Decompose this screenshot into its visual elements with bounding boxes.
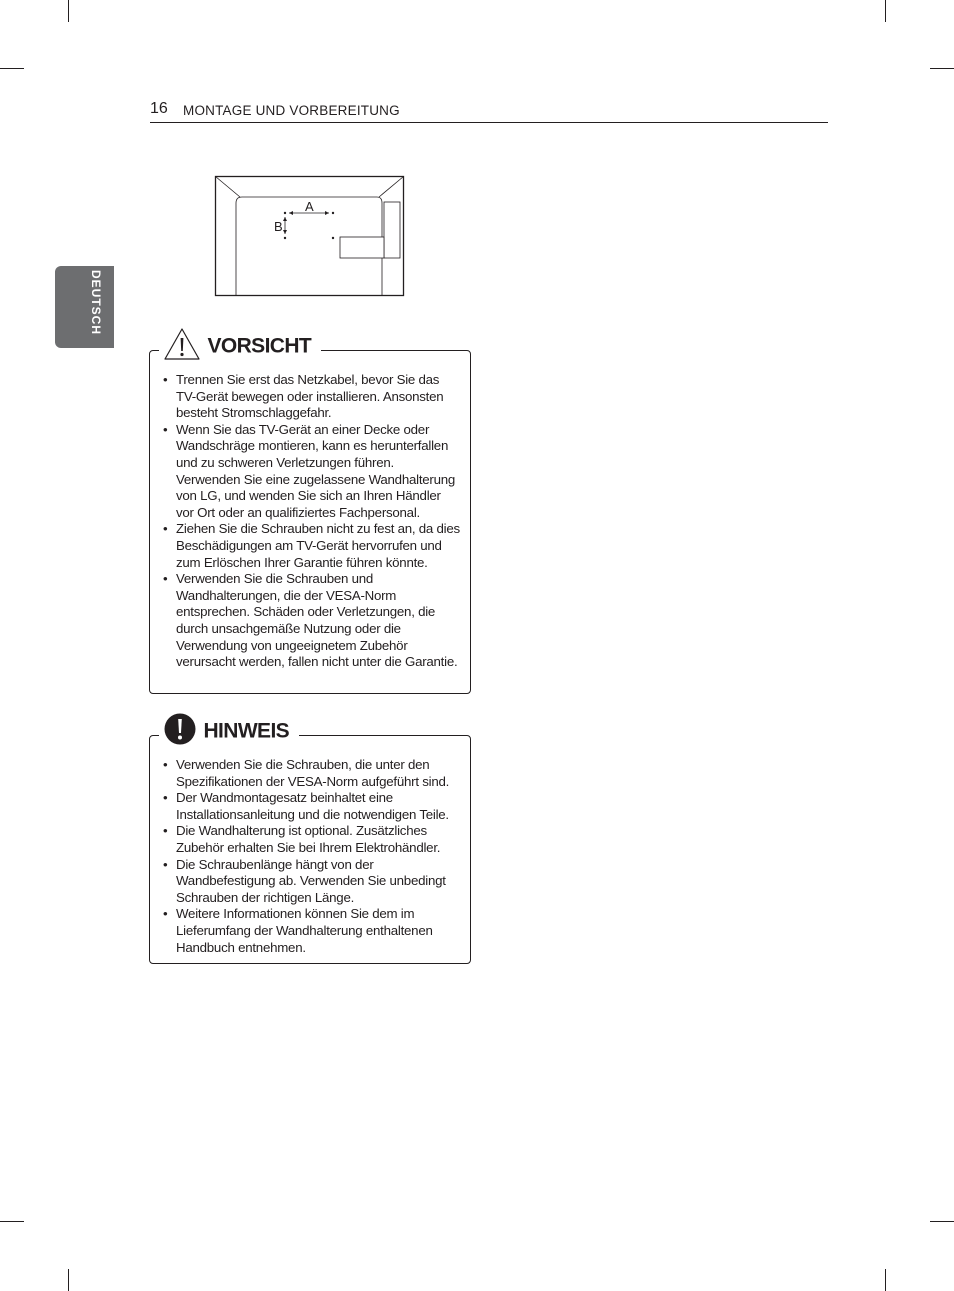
list-item: • Der Wandmontagesatz beinhaltet eine Installationsanleitung und die notwendigen Teile. [163, 790, 460, 823]
tv-back-diagram [214, 175, 406, 299]
caution-title: VORSICHT [207, 334, 312, 358]
note-box [149, 719, 471, 964]
crop-mark [885, 1269, 886, 1291]
crop-mark [930, 1221, 954, 1222]
language-tab [55, 266, 114, 348]
dimension-b-label: B [274, 219, 283, 234]
screw-hole [332, 237, 334, 239]
list-item: • Trennen Sie erst das Netzkabel, bevor Sie das TV-Gerät bewegen oder installieren. Ansonsten besteht Stromschlaggefahr. [163, 372, 460, 422]
list-item: • Ziehen Sie die Schrauben nicht zu fest an, da dies Beschädigungen am TV-Gerät hervorrufen und zum Erlöschen Ihrer Garantie führen könnte. [163, 521, 460, 571]
section-title: MONTAGE UND VORBEREITUNG [183, 103, 400, 118]
warning-triangle-icon [163, 327, 201, 366]
list-item: • Weitere Informationen können Sie dem im Lieferumfang der Wandhalterung enthaltenen Handbuch entnehmen. [163, 906, 460, 956]
crop-mark [930, 68, 954, 69]
caution-list [163, 372, 460, 671]
note-list [163, 757, 460, 956]
screw-hole [284, 237, 286, 239]
page-header [150, 100, 828, 123]
crop-mark [0, 1221, 24, 1222]
list-item: • Verwenden Sie die Schrauben und Wandhalterungen, die der VESA-Norm entsprechen. Schäden oder Verletzungen, die durch unsachgemäße Nutzung oder die Verwendung von ungeeignetem Zubehör verursacht werden, fallen nicht unter die Garantie. [163, 571, 460, 671]
crop-mark [68, 0, 69, 22]
caution-box [149, 334, 471, 694]
note-title: HINWEIS [203, 719, 290, 743]
caution-header [159, 327, 321, 366]
list-item: • Die Wandhalterung ist optional. Zusätzliches Zubehör erhalten Sie bei Ihrem Elektrohändler. [163, 823, 460, 856]
crop-mark [885, 0, 886, 22]
dimension-a-label: A [305, 199, 314, 214]
language-tab-label: DEUTSCH [89, 270, 103, 336]
screw-hole [332, 212, 334, 214]
exclamation-circle-icon [163, 712, 197, 751]
note-header [159, 712, 299, 751]
list-item: • Die Schraubenlänge hängt von der Wandbefestigung ab. Verwenden Sie unbedingt Schrauben der richtigen Länge. [163, 857, 460, 907]
crop-mark [0, 68, 24, 69]
page-number: 16 [150, 100, 168, 117]
list-item: • Verwenden Sie die Schrauben, die unter den Spezifikationen der VESA-Norm aufgeführt sind. [163, 757, 460, 790]
screw-hole [284, 212, 286, 214]
list-item: • Wenn Sie das TV-Gerät an einer Decke oder Wandschräge montieren, kann es herunterfallen und zu schweren Verletzungen führen. Verwenden Sie eine zugelassene Wandhalterung von LG, und wenden Sie sich an Ihren Händler vor Ort oder an qualifiziertes Fachpersonal. [163, 422, 460, 522]
crop-mark [68, 1269, 69, 1291]
